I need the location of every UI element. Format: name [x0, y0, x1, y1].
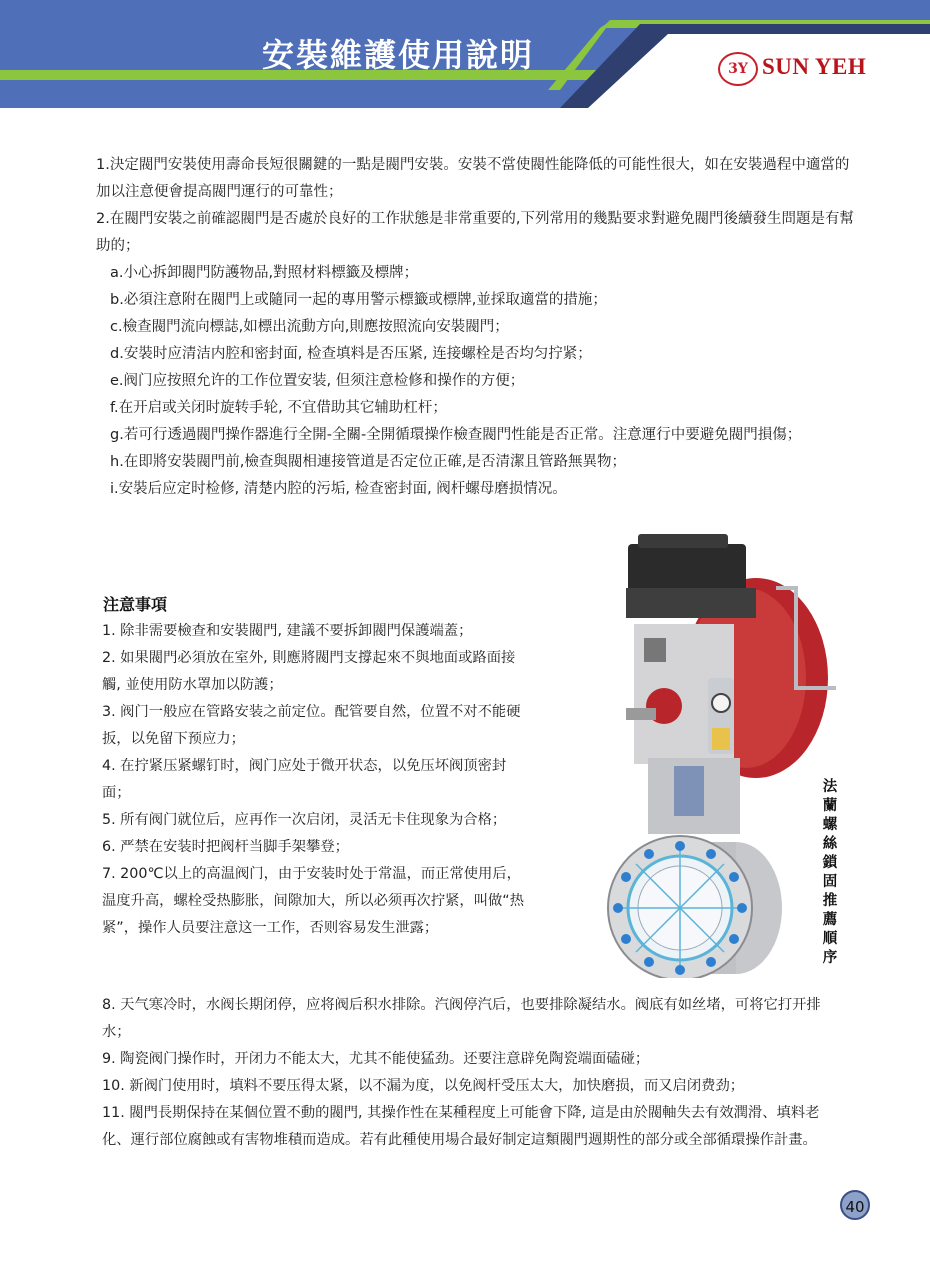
page-number: 40 — [840, 1190, 870, 1220]
note-item: 7. 200℃以上的高温阀门，由于安装时处于常温，而正常使用后，温度升高，螺栓受热膨胀，间隙加大，所以必须再次拧紧，叫做“热紧”，操作人员要注意这一工作，否则容易发生泄露； — [102, 866, 525, 936]
intro-item-c: c.檢查閥門流向標誌,如標出流動方向,則應按照流向安裝閥門； — [110, 319, 509, 335]
note-item: 11. 閥門長期保持在某個位置不動的閥門, 其操作性在某種程度上可能會下降, 這是由於閥軸失去有效潤滑、填料老化、運行部位腐蝕或有害物堆積而造成。若有此種使用場合最好制定這類閥門週期性的部分或全部循環操作計畫。 — [102, 1105, 820, 1148]
note-item: 2. 如果閥門必須放在室外, 則應將閥門支撐起來不與地面或路面接觸, 並使用防水罩加以防護； — [102, 650, 516, 693]
notes-list-wide — [102, 992, 847, 1154]
sun-yeh-logo — [718, 50, 888, 88]
logo-text: SUN YEH — [762, 54, 867, 79]
logo-mark: 3Y — [718, 52, 758, 86]
note-item: 4. 在拧紧压紧螺钉时，阀门应处于微开状态，以免压坏阀顶密封面； — [102, 758, 507, 801]
note-item: 3. 阀门一般应在管路安装之前定位。配管要自然，位置不对不能硬扳，以免留下预应力； — [102, 704, 521, 747]
intro-item-e: e.阀门应按照允许的工作位置安装, 但须注意检修和操作的方便； — [110, 373, 525, 389]
note-item: 9. 陶瓷阀门操作时，开闭力不能太大，尤其不能使猛劲。还要注意辟免陶瓷端面磕碰； — [102, 1051, 650, 1067]
header-banner — [0, 0, 930, 108]
intro-item-d: d.安裝时应清洁内腔和密封面, 检查填料是否压紧, 连接螺栓是否均匀拧紧； — [110, 346, 592, 362]
installation-intro — [96, 152, 856, 503]
intro-item-i: ⅰ.安裝后应定时检修, 清楚内腔的污垢, 检查密封面, 阀杆螺母磨损情况。 — [110, 481, 567, 497]
valve-illustration — [596, 528, 836, 978]
notes-list-narrow — [102, 618, 527, 942]
note-item: 8. 天气寒冷时，水阀长期闭停，应将阀后积水排除。汽阀停汽后，也要排除凝结水。阀底有如丝堵，可将它打开排水； — [102, 997, 821, 1040]
page-title: 安裝維護使用說明 — [262, 36, 535, 74]
note-item: 1. 除非需要檢查和安裝閥門, 建議不要拆卸閥門保護端蓋； — [102, 623, 473, 639]
flange-bolt-caption: 法蘭螺絲鎖固推薦順序 — [822, 779, 838, 966]
note-item: 6. 严禁在安装时把阀杆当脚手架攀登； — [102, 839, 349, 855]
intro-paragraph-1: 1.決定閥門安裝使用壽命長短很關鍵的一點是閥門安裝。安裝不當使閥性能降低的可能性很大，如在安裝過程中適當的加以注意便會提高閥門運行的可靠性； — [96, 157, 850, 200]
intro-item-g: g.若可行透過閥門操作器進行全開-全關-全開循環操作檢查閥門性能是否正常。注意運行中要避免閥門損傷； — [110, 427, 802, 443]
notes-heading: 注意事項 — [103, 595, 168, 614]
intro-item-b: b.必須注意附在閥門上或隨同一起的專用警示標籤或標牌,並採取適當的措施； — [110, 292, 607, 308]
intro-item-h: h.在即將安裝閥門前,檢查與閥相連接管道是否定位正確,是否清潔且管路無異物； — [110, 454, 627, 470]
intro-item-a: a.小心拆卸閥門防護物品,對照材料標籤及標牌； — [110, 265, 419, 281]
intro-paragraph-2: 2.在閥門安裝之前確認閥門是否處於良好的工作狀態是非常重要的,下列常用的幾點要求對避免閥門後續發生問題是有幫助的； — [96, 211, 854, 254]
intro-item-f: f.在开启或关闭时旋转手轮, 不宜借助其它辅助杠杆； — [110, 400, 447, 416]
note-item: 5. 所有阀门就位后，应再作一次启闭，灵活无卡住现象为合格； — [102, 812, 507, 828]
note-item: 10. 新阀门使用时，填料不要压得太紧，以不漏为度，以免阀杆受压太大，加快磨损，而又启闭费劲； — [102, 1078, 745, 1094]
